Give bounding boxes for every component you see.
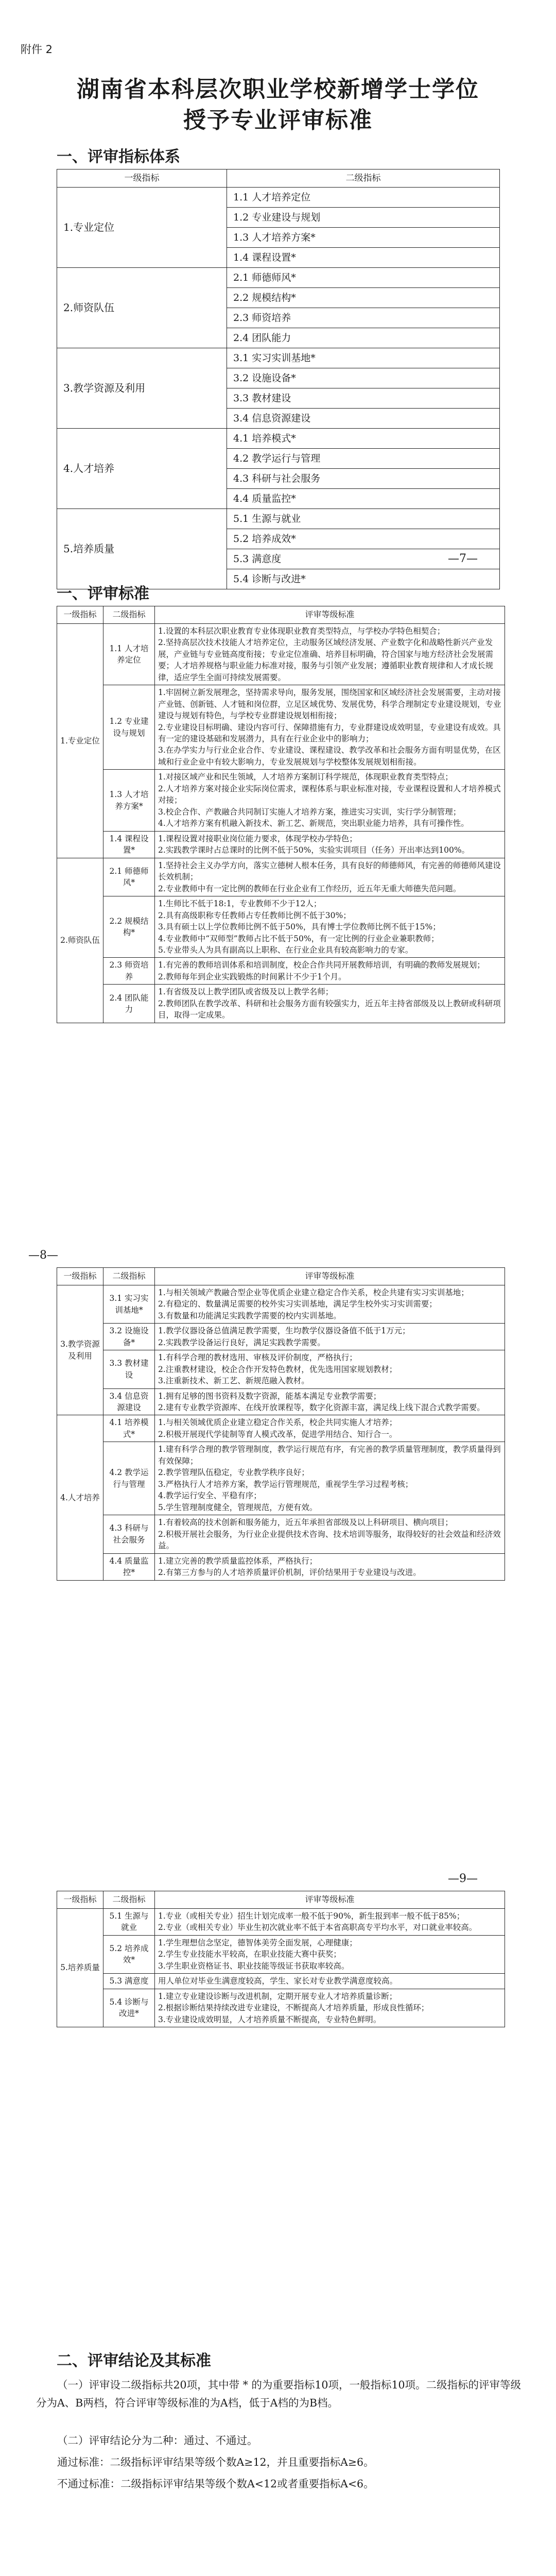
level1-indicator: 3.教学资源及利用 — [57, 348, 227, 429]
standards-row — [57, 1908, 505, 1935]
standards-row — [57, 1515, 505, 1553]
level2-indicator: 3.2 设施设备* — [227, 368, 500, 388]
standards-criteria-cell: 1.建立专业建设诊断与改进机制，定期开展专业人才培养质量诊断； 2.根据诊断结果持续改进专业建设，不断提高人才培养质量，形成良性循环； 3.专业建设成效明显，人才培养质量不断提高，专业特色鲜明。 — [155, 1989, 505, 2027]
standards-header-row — [57, 606, 505, 624]
standards-row — [57, 1989, 505, 2027]
level1-indicator: 4.人才培养 — [57, 429, 227, 509]
standards-level2-cell: 5.2 培养成效* — [103, 1935, 155, 1973]
standards-row — [57, 831, 505, 858]
level2-indicator: 1.2 专业建设与规划 — [227, 208, 500, 228]
standards-level2-cell: 3.1 实习实训基地* — [103, 1285, 155, 1323]
standards-level2-cell: 3.3 教材建设 — [103, 1350, 155, 1388]
standards-header-cell-2: 二级指标 — [103, 1268, 155, 1285]
standards-row — [57, 1350, 505, 1388]
indicator-row — [57, 429, 500, 449]
standards-level2-cell: 2.1 师德师风* — [103, 858, 155, 896]
standards-criteria-cell: 1.有省级及以上教学团队或省级及以上教学名师； 2.教师团队在教学改革、科研和社会服务方面有较强实力，近五年主持省部级及以上教研或科研项目，取得一定成果。 — [155, 985, 505, 1023]
indicator-row — [57, 348, 500, 368]
page-number-7: —7— — [448, 552, 478, 565]
indicator-row — [57, 268, 500, 288]
level2-indicator: 5.3 满意度 — [227, 549, 500, 569]
standards-criteria-cell: 1.生师比不低于18:1，专业教师不少于12人； 2.具有高级职称专任教师占专任教师比例不低于30%； 3.具有硕士以上学位教师比例不低于50%，具有博士学位教师比例不低于15%； 4.专业教师中“双师型”教师占比不低于50%，有一定比例的行业企业兼职教师； 5.专业带头人为具有副高以上职称、在行业企业具有较高影响力的专家。 — [155, 896, 505, 958]
level2-indicator: 1.3 人才培养方案* — [227, 228, 500, 248]
standards-level2-cell: 4.3 科研与社会服务 — [103, 1515, 155, 1553]
standards-row — [57, 623, 505, 685]
standards-header-cell-2: 二级指标 — [103, 1891, 155, 1909]
standards-criteria-cell: 1.专业（或相关专业）招生计划完成率一般不低于90%，新生报到率一般不低于85%； 2.专业（或相关专业）毕业生初次就业率不低于本省高职高专平均水平，对口就业率较高。 — [155, 1908, 505, 1935]
level2-indicator: 4.3 科研与社会服务 — [227, 469, 500, 489]
level2-indicator: 2.3 师资培养 — [227, 308, 500, 328]
level2-indicator: 1.1 人才培养定位 — [227, 188, 500, 208]
level2-indicator: 5.2 培养成效* — [227, 529, 500, 549]
indicator-row — [57, 509, 500, 529]
standards-level1-cell: 4.人才培养 — [57, 1415, 103, 1580]
standards-criteria-cell: 1.牢固树立新发展理念，坚持需求导向，服务发展，围绕国家和区域经济社会发展需要，主动对接产业链、创新链、人才链和岗位群，立足区域优势、发展优势，科学合理制定专业建设规划，专业建设与规划有特色，与学校专业群建设规划相衔接； 2.专业建设目标明确、建设内容可行、保障措施有力，专业群建设成效明显，专业建设有成效。具有一定的建设基础和发展潜力，具有在行业企业中的影响力； 3.在办学实力与行业企业合作、专业建设、课程建设、教学改革和社会服务方面有明显优势，在区域和行业企业中有较大影响力，专业发展规划与学校整体发展规划相衔接。 — [155, 685, 505, 770]
standards-criteria-cell: 1.与相关领域优质企业建立稳定合作关系，校企共同实施人才培养； 2.积极开展现代学徒制等育人模式改革，促进学用结合、知行合一。 — [155, 1415, 505, 1442]
level2-indicator: 2.4 团队能力 — [227, 328, 500, 348]
standards-level1-cell: 1.专业定位 — [57, 623, 103, 858]
standards-criteria-cell: 1.有完善的教师培训体系和培训制度，校企合作共同开展教师培训，有明确的教师发展规划； 2.教师每年到企业实践锻炼的时间累计不少于1个月。 — [155, 958, 505, 985]
standards-level2-cell: 4.2 教学运行与管理 — [103, 1442, 155, 1515]
level2-indicator: 4.4 质量监控* — [227, 489, 500, 509]
standards-row — [57, 1285, 505, 1323]
standards-level2-cell: 1.1 人才培养定位 — [103, 623, 155, 685]
indicator-system-table — [57, 169, 500, 589]
standards-level2-cell: 5.3 满意度 — [103, 1974, 155, 1989]
standards-criteria-cell: 用人单位对毕业生满意度较高，学生、家长对专业教学满意度较高。 — [155, 1974, 505, 1989]
standards-level2-cell: 4.1 培养模式* — [103, 1415, 155, 1442]
header-cell-2: 二级指标 — [227, 170, 500, 188]
standards-criteria-cell: 1.对接区域产业和民生领域，人才培养方案制订科学规范，体现职业教育类型特点； 2.人才培养方案对接企业实际岗位需求，课程体系与职业标准对接，专业课程设置和人才培养模式对接； 3.校企合作、产教融合共同制订实施人才培养方案，推进实习实训，实行学分制管理； 4.人才培养方案有机融入新技术、新工艺、新规范，突出职业能力培养，具有可操作性。 — [155, 770, 505, 831]
page-number-8: —8— — [28, 1249, 58, 1262]
level2-indicator: 5.4 诊断与改进* — [227, 569, 500, 589]
standards-criteria-cell: 1.设置的本科层次职业教育专业体现职业教育类型特点，与学校办学特色相契合； 2.坚持高层次技术技能人才培养定位，主动服务区域经济发展、产业数字化和战略性新兴产业发展，产业链与专业链高度衔接；专业定位准确、培养目标明确，符合国家与地方经济社会发展需要；人才培养规格与职业能力标准对接，服务与引领产业发展；遵循职业教育规律和人才成长规律，适应学生全面可持续发展需要。 — [155, 623, 505, 685]
standards-criteria-cell: 1.拥有足够的图书资料及数字资源，能基本满足专业教学需要； 2.建有专业教学资源库、在线开放课程等，数字化资源丰富，满足线上线下混合式教学需要。 — [155, 1388, 505, 1415]
level2-indicator: 2.1 师德师风* — [227, 268, 500, 288]
standards-level2-cell: 2.3 师资培养 — [103, 958, 155, 985]
standards-level2-cell: 5.4 诊断与改进* — [103, 1989, 155, 2027]
standards-criteria-cell: 1.有科学合理的教材选用、审核及评价制度，严格执行； 2.注重教材建设，校企合作开发特色教材，优先选用国家规划教材； 3.注重新技术、新工艺、新规范融入教材。 — [155, 1350, 505, 1388]
level2-indicator: 4.1 培养模式* — [227, 429, 500, 449]
standards-level1-cell: 5.培养质量 — [57, 1908, 103, 2027]
pass-standard: 通过标准：二级指标评审结果等级个数A≥12，并且重要指标A≥6。 — [57, 2456, 374, 2468]
standards-row — [57, 896, 505, 958]
standards-header-cell-1: 一级指标 — [57, 1268, 103, 1285]
section-1-heading: 一、评审指标体系 — [57, 148, 180, 166]
standards-row — [57, 1935, 505, 1973]
standards-row — [57, 1324, 505, 1350]
standards-level2-cell: 3.4 信息资源建设 — [103, 1388, 155, 1415]
standards-level2-cell: 2.4 团队能力 — [103, 985, 155, 1023]
standards-level2-cell: 3.2 设施设备* — [103, 1324, 155, 1350]
level1-indicator: 1.专业定位 — [57, 188, 227, 268]
page-number-9: —9— — [448, 1872, 478, 1885]
level2-indicator: 3.1 实习实训基地* — [227, 348, 500, 368]
standards-level2-cell: 1.3 人才培养方案* — [103, 770, 155, 831]
standards-criteria-cell: 1.建立完善的教学质量监控体系，严格执行； 2.有第三方参与的人才培养质量评价机制，评价结果用于专业建设与改进。 — [155, 1553, 505, 1580]
section-3-heading: 二、评审结论及其标准 — [57, 2352, 211, 2370]
document-title-line-1: 湖南省本科层次职业学校新增学士学位 — [77, 76, 479, 103]
section-2-heading: 一、评审标准 — [57, 585, 149, 603]
conclusion-paragraph-1: （一）评审设二级指标共20项，其中带 * 的为重要指标10项，一般指标10项。二级指标的评审等级分为A、B两档，符合评审等级标准的为A档，低于A档的为B档。 — [36, 2379, 522, 2409]
level1-indicator: 5.培养质量 — [57, 509, 227, 589]
standards-row — [57, 858, 505, 896]
header-cell-1: 一级指标 — [57, 170, 227, 188]
standards-header-cell-2: 二级指标 — [103, 606, 155, 624]
standards-row — [57, 958, 505, 985]
standards-row — [57, 1415, 505, 1442]
standards-level2-cell: 5.1 生源与就业 — [103, 1908, 155, 1935]
standards-row — [57, 770, 505, 831]
standards-table-part-1 — [57, 606, 505, 1023]
standards-criteria-cell: 1.课程设置对接职业岗位能力要求，体现学校办学特色； 2.实践教学课时占总课时的比例不低于50%，实验实训项目（任务）开出率达到100%。 — [155, 831, 505, 858]
indicator-row — [57, 188, 500, 208]
standards-row — [57, 1388, 505, 1415]
standards-row — [57, 1553, 505, 1580]
standards-row — [57, 985, 505, 1023]
document-title-line-2: 授予专业评审标准 — [183, 107, 373, 133]
standards-criteria-cell: 1.建有科学合理的教学管理制度，教学运行规范有序，有完善的教学质量管理制度，教学质量得到有效保障； 2.教学管理队伍稳定，专业教学秩序良好； 3.严格执行人才培养方案，教学运行管理规范，重视学生学习过程考核； 4.教学运行安全、平稳有序； 5.学生管理制度健全，管理规范，方便有效。 — [155, 1442, 505, 1515]
standards-header-row — [57, 1891, 505, 1909]
level2-indicator: 5.1 生源与就业 — [227, 509, 500, 529]
standards-level1-cell: 3.教学资源及利用 — [57, 1285, 103, 1415]
standards-criteria-cell: 1.有着较高的技术创新和服务能力，近五年承担省部级及以上科研项目、横向项目； 2.积极开展社会服务，为行业企业提供技术咨询、技术培训等服务，取得较好的社会效益和经济效益。 — [155, 1515, 505, 1553]
standards-table-part-2 — [57, 1267, 505, 1581]
fail-standard: 不通过标准：二级指标评审结果等级个数A<12或者重要指标A<6。 — [57, 2478, 374, 2490]
standards-level1-cell: 2.师资队伍 — [57, 858, 103, 1023]
standards-level2-cell: 1.4 课程设置* — [103, 831, 155, 858]
indicator-system-header-row — [57, 170, 500, 188]
level2-indicator: 3.4 信息资源建设 — [227, 409, 500, 429]
standards-criteria-cell: 1.与相关领域产教融合型企业等优质企业建立稳定合作关系，校企共建有实习实训基地； 2.有稳定的、数量满足需要的校外实习实训基地，满足学生校外实习实训需要； 3.有数量和功能满足实践教学需要的校内实训基地。 — [155, 1285, 505, 1323]
level2-indicator: 4.2 教学运行与管理 — [227, 449, 500, 469]
attachment-label: 附件 2 — [21, 43, 53, 56]
standards-level2-cell: 1.2 专业建设与规划 — [103, 685, 155, 770]
standards-criteria-cell: 1.教学仪器设备总值满足教学需要，生均教学仪器设备值不低于1万元； 2.实践教学设备运行良好，满足实践教学需要。 — [155, 1324, 505, 1350]
standards-header-cell-1: 一级指标 — [57, 1891, 103, 1909]
standards-criteria-cell: 1.坚持社会主义办学方向，落实立德树人根本任务，具有良好的师德师风，有完善的师德师风建设长效机制； 2.专业教师中有一定比例的教师在行业企业有工作经历，近五年无重大师德失范问题。 — [155, 858, 505, 896]
standards-header-cell-3: 评审等级标准 — [155, 606, 505, 624]
standards-header-cell-3: 评审等级标准 — [155, 1891, 505, 1909]
standards-header-cell-3: 评审等级标准 — [155, 1268, 505, 1285]
level2-indicator: 2.2 规模结构* — [227, 288, 500, 308]
standards-level2-cell: 4.4 质量监控* — [103, 1553, 155, 1580]
level2-indicator: 1.4 课程设置* — [227, 248, 500, 268]
standards-header-row — [57, 1268, 505, 1285]
standards-level2-cell: 2.2 规模结构* — [103, 896, 155, 958]
level1-indicator: 2.师资队伍 — [57, 268, 227, 348]
standards-table-part-3 — [57, 1891, 505, 2027]
standards-header-cell-1: 一级指标 — [57, 606, 103, 624]
conclusion-paragraph-2: （二）评审结论分为二种：通过、不通过。 — [57, 2434, 258, 2447]
standards-criteria-cell: 1.学生理想信念坚定，德智体美劳全面发展，心理健康； 2.学生专业技能水平较高，在职业技能大赛中获奖； 3.学生职业资格证书、职业技能等级证书获取率较高。 — [155, 1935, 505, 1973]
standards-row — [57, 1974, 505, 1989]
standards-row — [57, 685, 505, 770]
standards-row — [57, 1442, 505, 1515]
level2-indicator: 3.3 教材建设 — [227, 388, 500, 409]
